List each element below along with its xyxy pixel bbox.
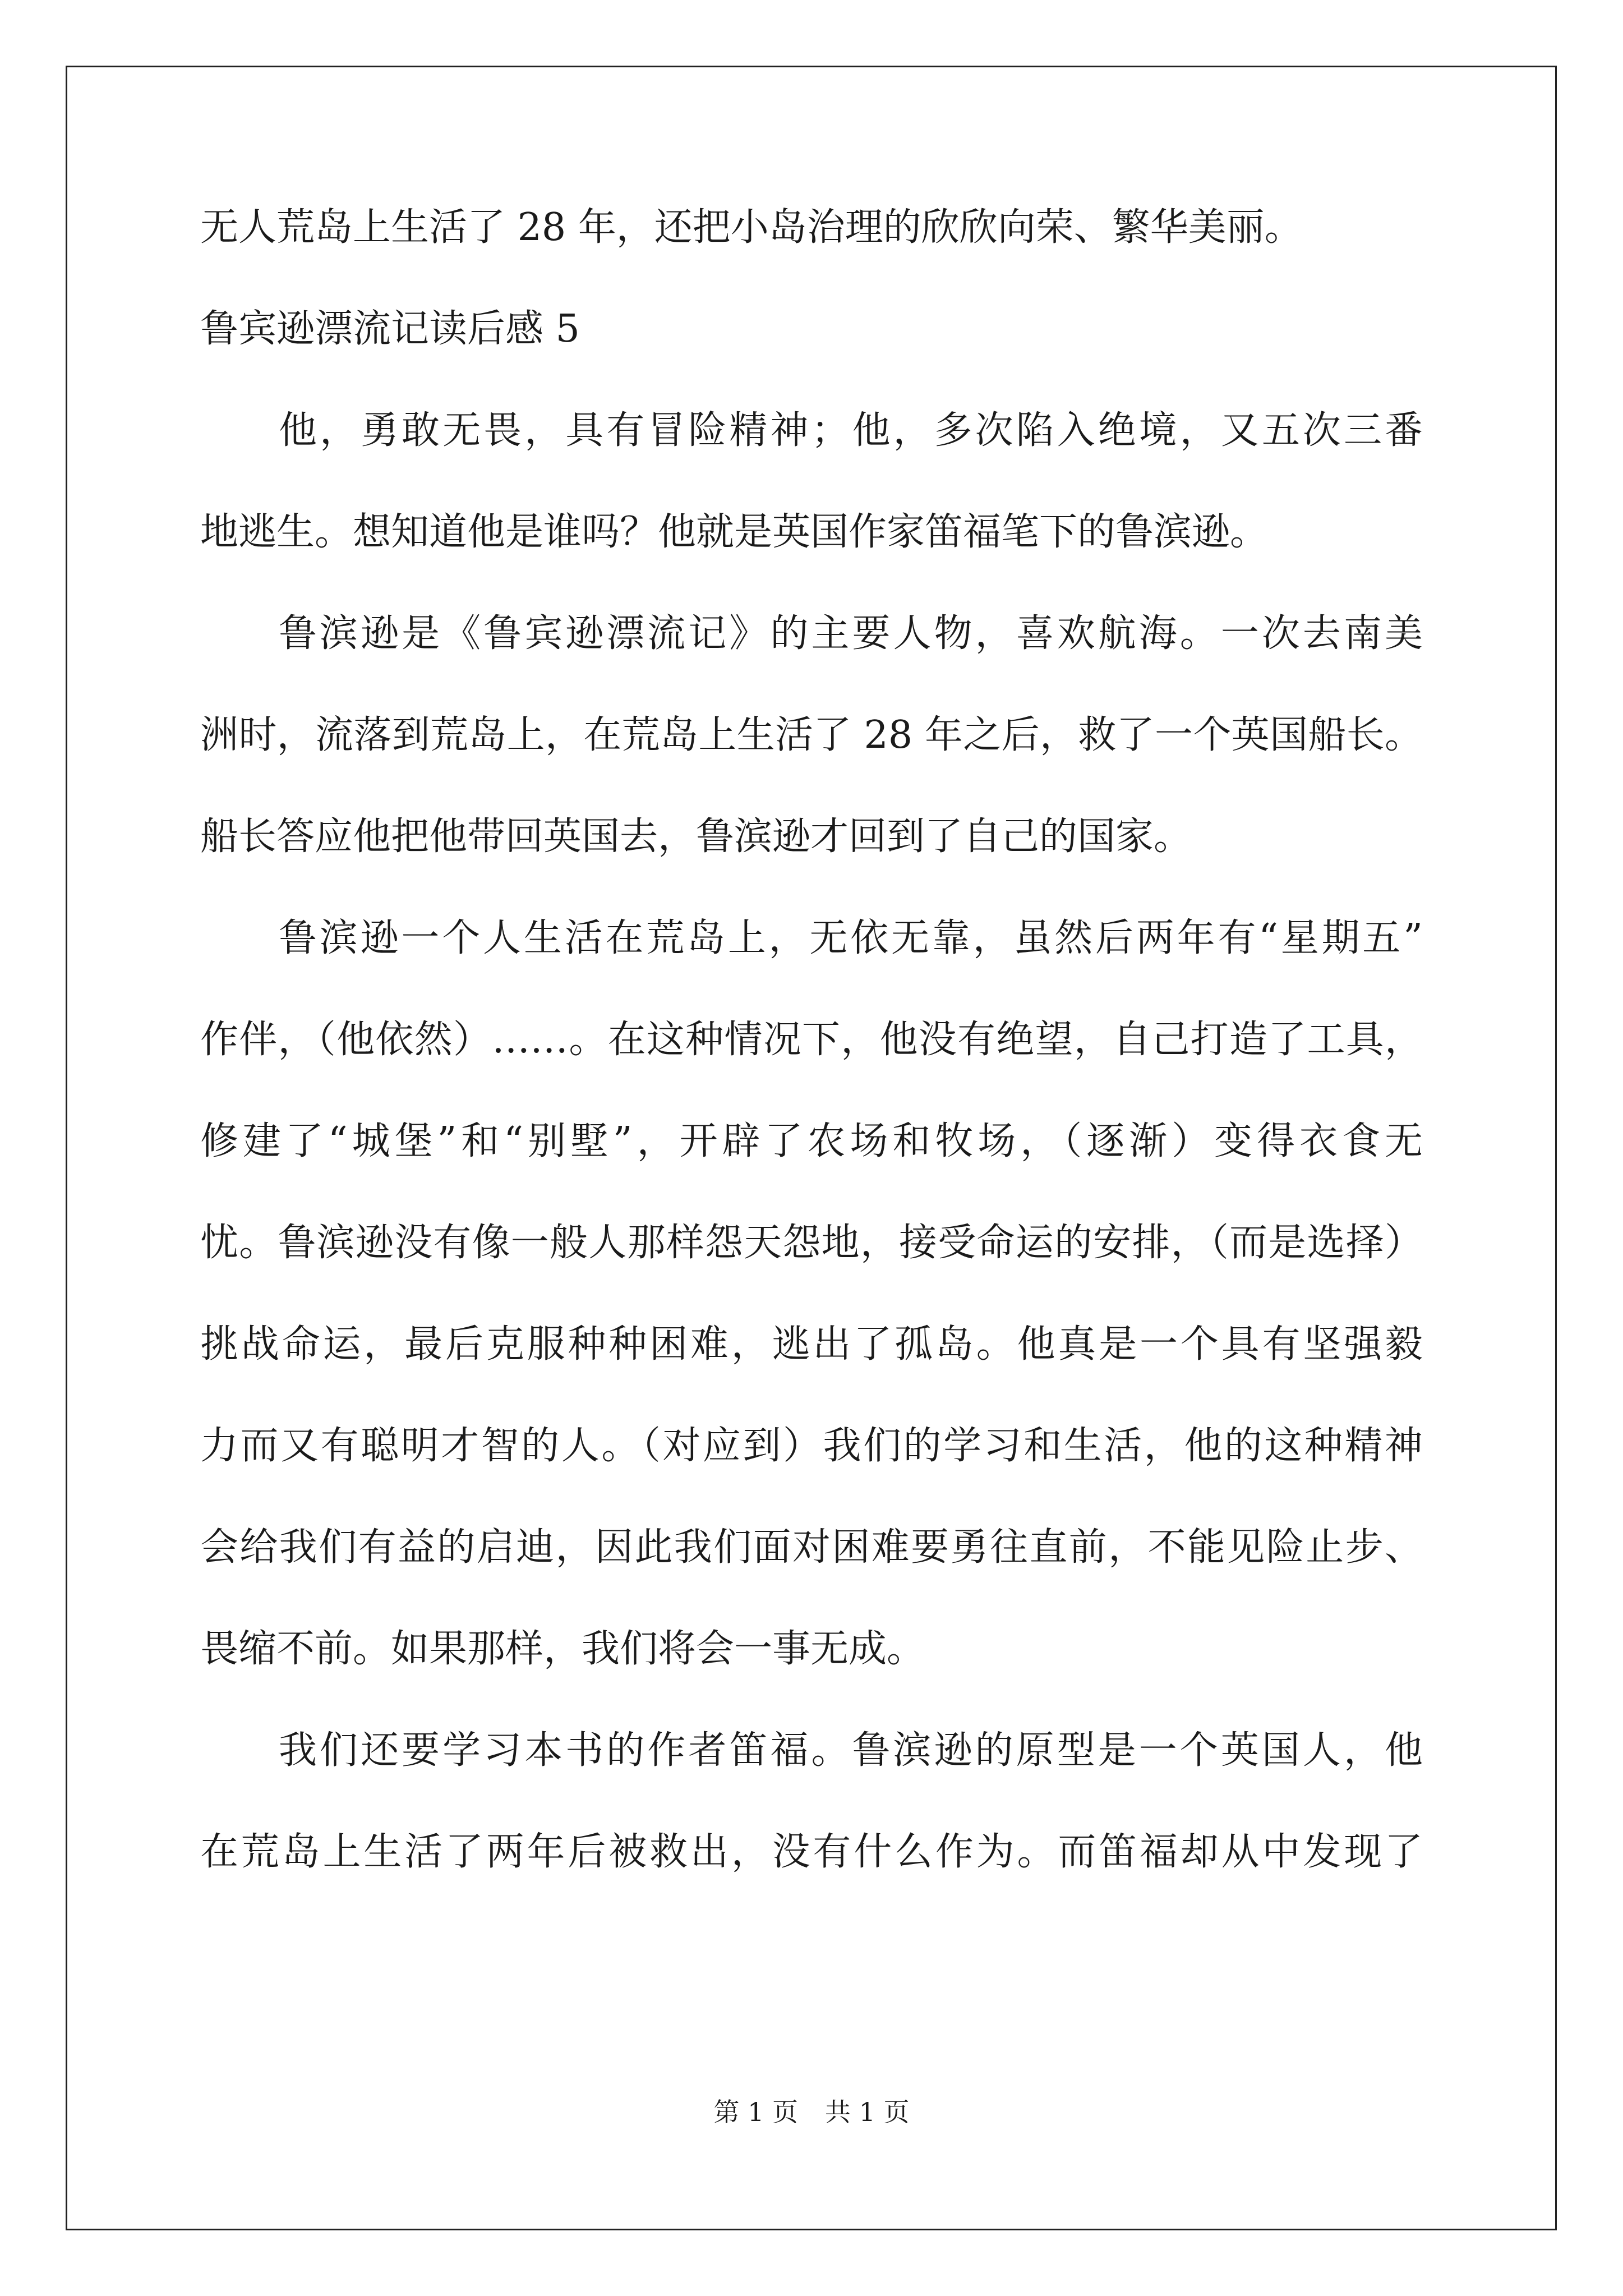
- text-line: 修建了“城堡”和“别墅”，开辟了农场和牧场，（逐渐）变得衣食无: [200, 1119, 1423, 1163]
- text-line: 他，勇敢无畏，具有冒险精神；他，多次陷入绝境，又五次三番: [279, 408, 1423, 453]
- text-line: 船长答应他把他带回英国去，鲁滨逊才回到了自己的国家。: [200, 815, 1192, 859]
- text-line: 洲时，流落到荒岛上，在荒岛上生活了 28 年之后，救了一个英国船长。: [200, 713, 1423, 757]
- text-line: 会给我们有益的启迪，因此我们面对困难要勇往直前，不能见险止步、: [200, 1525, 1423, 1570]
- text-line: 力而又有聪明才智的人。（对应到）我们的学习和生活，他的这种精神: [200, 1424, 1423, 1468]
- text-line: 忧。鲁滨逊没有像一般人那样怨天怨地，接受命运的安排，（而是选择）: [200, 1221, 1423, 1265]
- text-line: 无人荒岛上生活了 28 年，还把小岛治理的欣欣向荣、繁华美丽。: [200, 205, 1303, 250]
- text-line: 在荒岛上生活了两年后被救出，没有什么作为。而笛福却从中发现了: [200, 1830, 1423, 1874]
- page-number: 第 1 页: [713, 2097, 798, 2127]
- text-line: 我们还要学习本书的作者笛福。鲁滨逊的原型是一个英国人，他: [279, 1728, 1423, 1773]
- document-body: [200, 202, 1423, 1928]
- text-line: 挑战命运，最后克服种种困难，逃出了孤岛。他真是一个具有坚强毅: [200, 1322, 1423, 1366]
- text-line: 鲁滨逊一个人生活在荒岛上，无依无靠，虽然后两年有“星期五”: [279, 916, 1423, 960]
- text-line: 畏缩不前。如果那样，我们将会一事无成。: [200, 1627, 925, 1671]
- page-footer: [0, 2095, 1623, 2129]
- section-heading: 鲁宾逊漂流记读后感 5: [200, 307, 580, 351]
- text-line: 鲁滨逊是《鲁宾逊漂流记》的主要人物，喜欢航海。一次去南美: [279, 611, 1423, 656]
- text-line: 作伴，（他依然）……。在这种情况下，他没有绝望，自己打造了工具，: [200, 1018, 1423, 1062]
- text-line: 地逃生。想知道他是谁吗？他就是英国作家笛福笔下的鲁滨逊。: [200, 510, 1269, 554]
- page-count: 共 1 页: [825, 2097, 910, 2127]
